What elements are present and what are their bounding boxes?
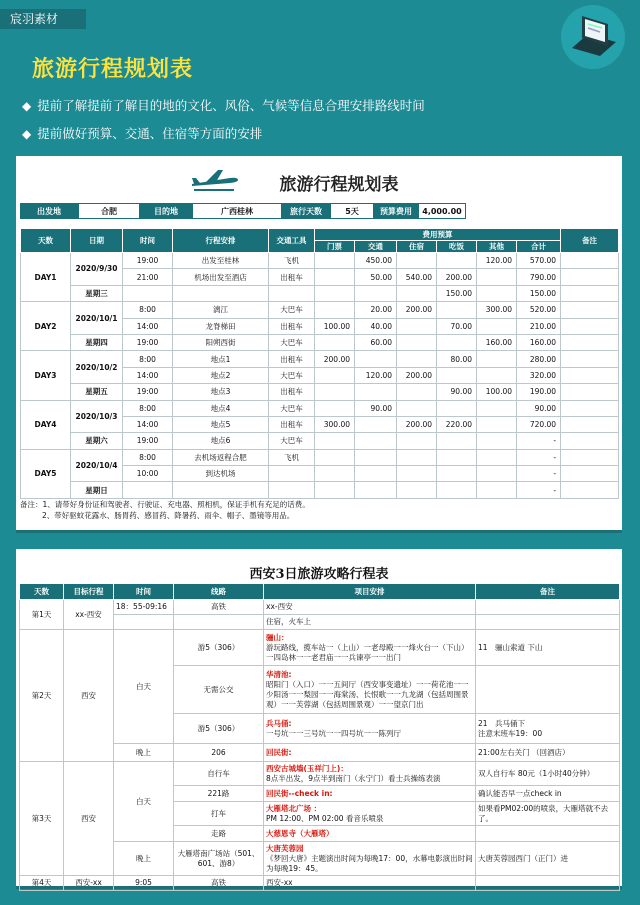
table-row (21, 302, 619, 318)
to-value: 广西桂林 (192, 203, 282, 219)
cell (561, 384, 619, 400)
from-value: 合肥 (78, 203, 140, 219)
cell (437, 302, 477, 318)
cell: 19:00 (123, 384, 173, 400)
cell: 160.00 (517, 334, 561, 350)
cell: 自行车 (174, 762, 264, 786)
cell (477, 433, 517, 449)
cell: 第4天 (20, 876, 64, 891)
spot-text: 《梦回大唐》主题演出时间为每晚17：00，水幕电影演出时间为每晚19：45。 (266, 853, 473, 873)
cell: 大巴车 (269, 433, 315, 449)
cell (315, 449, 355, 465)
cell: 地点2 (173, 367, 269, 383)
cell (476, 714, 620, 744)
cell (123, 482, 173, 498)
col-food: 吃饭 (437, 241, 477, 253)
cell: 2020/10/4 (71, 449, 123, 482)
cell (315, 334, 355, 350)
cell: 18：55-09:16 (114, 600, 174, 615)
cell (173, 482, 269, 498)
cell: 20.00 (355, 302, 397, 318)
col-traffic: 交通 (355, 241, 397, 253)
laptop-icon (560, 4, 626, 70)
cell: DAY5 (21, 449, 71, 498)
cell (315, 367, 355, 383)
plan-info-row (20, 203, 618, 219)
cell: 8:00 (123, 351, 173, 367)
cell: 西安 (64, 630, 114, 762)
xian-title: 西安3日旅游攻略行程表 (249, 567, 389, 582)
spot-title: 西安古城墙(玉祥门上)： (266, 763, 348, 773)
col-remark: 备注 (561, 229, 619, 253)
cell: 到达机场 (173, 466, 269, 482)
cell: 21:00左右关门 （回酒店） (476, 744, 620, 762)
cell (355, 285, 397, 301)
cell: 大巴车 (269, 400, 315, 416)
cell: 晚上 (114, 744, 174, 762)
xian-card (16, 549, 622, 889)
cell (264, 842, 476, 876)
cell: 2020/9/30 (71, 253, 123, 286)
cell: 70.00 (437, 318, 477, 334)
cell (397, 400, 437, 416)
cell (264, 802, 476, 826)
cell (397, 482, 437, 498)
cell (264, 826, 476, 842)
cell: 540.00 (397, 269, 437, 285)
cell: 160.00 (477, 334, 517, 350)
cell: 90.00 (517, 400, 561, 416)
cell (477, 466, 517, 482)
cell (355, 433, 397, 449)
cell (315, 400, 355, 416)
cell (315, 433, 355, 449)
cell: 19:00 (123, 253, 173, 269)
table-row (20, 630, 620, 666)
cell: 晚上 (114, 842, 174, 876)
cell: 120.00 (477, 253, 517, 269)
cell (561, 416, 619, 432)
plan-title: 旅游行程规划表 (279, 175, 399, 195)
col-ticket: 门票 (315, 241, 355, 253)
bullet-2: ◆ 提前做好预算、交通、住宿等方面的安排 (22, 126, 263, 141)
cell: 221路 (174, 786, 264, 802)
cell (264, 762, 476, 786)
cell: 地点4 (173, 400, 269, 416)
cell: 8:00 (123, 302, 173, 318)
cell: 200.00 (437, 269, 477, 285)
cell: 10:00 (123, 466, 173, 482)
cell: 飞机 (269, 253, 315, 269)
cell (264, 630, 476, 666)
cell (315, 466, 355, 482)
cell (561, 367, 619, 383)
cell (269, 466, 315, 482)
cell: 西安-xx (64, 876, 114, 891)
cell: 出租车 (269, 384, 315, 400)
cell: 星期三 (71, 285, 123, 301)
cell (397, 466, 437, 482)
cell: 白天 (114, 762, 174, 842)
cell (315, 253, 355, 269)
cell: 住宿，火车上 (264, 615, 476, 630)
cell: 8:00 (123, 449, 173, 465)
cell (437, 253, 477, 269)
cell (477, 285, 517, 301)
table-row (20, 762, 620, 786)
cell: - (517, 482, 561, 498)
cell: 300.00 (315, 416, 355, 432)
cell (397, 318, 437, 334)
col-total: 合计 (517, 241, 561, 253)
cell: 90.00 (437, 384, 477, 400)
cell: 100.00 (315, 318, 355, 334)
bullet-1: ◆ 提前了解提前了解目的地的文化、风俗、气候等信息合理安排路线时间 (22, 98, 425, 113)
col-time: 时间 (123, 229, 173, 253)
cell: 飞机 (269, 449, 315, 465)
brand-label: 宸羽素材 (0, 9, 86, 29)
cell: 300.00 (477, 302, 517, 318)
cell (437, 400, 477, 416)
spot-text: 8点半出发，9点半到南门（永宁门）看士兵操练表演 (266, 773, 441, 783)
cell: 570.00 (517, 253, 561, 269)
xian-table (19, 583, 620, 891)
cell: xx-西安 (264, 600, 476, 615)
cell (437, 482, 477, 498)
cell: 如果看PM02:00的喷泉，大雁塔就不去了。 (476, 802, 620, 826)
page-title: 旅游行程规划表 (32, 56, 194, 82)
cell: 150.00 (517, 285, 561, 301)
cell: 出发至桂林 (173, 253, 269, 269)
cell (476, 600, 620, 615)
cell: 11 骊山索道 下山 (476, 630, 620, 666)
cell: 40.00 (355, 318, 397, 334)
cell: 白天 (114, 630, 174, 744)
cell (264, 714, 476, 744)
cell: 150.00 (437, 285, 477, 301)
cell: 出租车 (269, 351, 315, 367)
table-row (21, 285, 619, 301)
cell: 21:00 (123, 269, 173, 285)
cell (561, 285, 619, 301)
cell: 450.00 (355, 253, 397, 269)
cell: 大巴车 (269, 334, 315, 350)
cell: 大巴车 (269, 302, 315, 318)
cell: - (517, 449, 561, 465)
cell: 地点3 (173, 384, 269, 400)
cell (355, 466, 397, 482)
cell (397, 351, 437, 367)
table-row (21, 482, 619, 498)
spot-title: 大慈恩寺（大雁塔） (266, 828, 334, 838)
plan-card (16, 156, 622, 533)
spot-title: 骊山： (266, 632, 289, 642)
cell: 14:00 (123, 416, 173, 432)
cell (355, 482, 397, 498)
table-row (21, 334, 619, 350)
cell (315, 384, 355, 400)
cell: 第1天 (20, 600, 64, 630)
cell (437, 466, 477, 482)
col-stay: 住宿 (397, 241, 437, 253)
col-cost: 费用预算 (315, 229, 561, 241)
cell (355, 416, 397, 432)
xian-col-plan: 项目安排 (264, 584, 476, 600)
spot-text: 一号坑一一三号坑一一四号坑一一陈列厅 (266, 728, 401, 738)
note-line: 2、带好驱蚊花露水、肠胃药、感冒药、降暑药、雨伞、帽子、墨镜等用品。 (42, 511, 295, 520)
cell (561, 351, 619, 367)
cell (477, 318, 517, 334)
cell: 100.00 (477, 384, 517, 400)
cell (264, 744, 476, 762)
cell: 9:05 (114, 876, 174, 891)
cell (477, 367, 517, 383)
cell (173, 285, 269, 301)
spot-title: 回民街--check in: (266, 788, 333, 798)
xian-col-note: 备注 (476, 584, 620, 600)
table-row (20, 876, 620, 891)
cell (397, 384, 437, 400)
cell (123, 285, 173, 301)
cell: 出租车 (269, 416, 315, 432)
cell: 790.00 (517, 269, 561, 285)
cell: 双人自行车 80元（1小时40分钟） (476, 762, 620, 786)
cell: 19:00 (123, 433, 173, 449)
cell: DAY4 (21, 400, 71, 449)
note-text: 21 兵马俑下 (478, 718, 526, 728)
cell: 星期四 (71, 334, 123, 350)
cell: 210.00 (517, 318, 561, 334)
xian-col-route: 目标行程 (64, 584, 114, 600)
cell (437, 334, 477, 350)
table-row (21, 449, 619, 465)
days-label: 旅行天数 (282, 203, 330, 219)
cell: 地点1 (173, 351, 269, 367)
plan-notes (20, 499, 618, 521)
cell (269, 285, 315, 301)
cell (397, 253, 437, 269)
cell: DAY2 (21, 302, 71, 351)
table-row (21, 433, 619, 449)
cell: 大雁塔南广场站（501、601、游8） (174, 842, 264, 876)
cell: - (517, 466, 561, 482)
spot-text: 游玩路线，揽车站一（上山）一老母殿一一烽火台一（下山）一四岛林一一老君庙一一兵谏亭一一出门 (266, 642, 469, 662)
cell (561, 269, 619, 285)
cell (561, 302, 619, 318)
col-day: 天数 (21, 229, 71, 253)
budget-value: 4,000.00 (418, 203, 466, 219)
cell (561, 449, 619, 465)
cell: DAY1 (21, 253, 71, 302)
cell (397, 433, 437, 449)
cell (315, 482, 355, 498)
table-row (21, 400, 619, 416)
cell (561, 433, 619, 449)
cell: 游5（306） (174, 630, 264, 666)
cell (477, 482, 517, 498)
cell (397, 334, 437, 350)
cell: 720.00 (517, 416, 561, 432)
cell (476, 826, 620, 842)
spot-title: 兵马俑: (266, 718, 292, 728)
cell: 打车 (174, 802, 264, 826)
cell (355, 351, 397, 367)
cell (477, 269, 517, 285)
cell: 520.00 (517, 302, 561, 318)
spot-title: 大雁塔北广场 ： (266, 803, 322, 813)
cell: 2020/10/3 (71, 400, 123, 433)
cell (477, 449, 517, 465)
xian-col-time: 时间 (114, 584, 174, 600)
cell: 50.00 (355, 269, 397, 285)
cell (315, 285, 355, 301)
cell: 地点6 (173, 433, 269, 449)
cell: 200.00 (397, 416, 437, 432)
days-value: 5天 (330, 203, 374, 219)
cell (269, 482, 315, 498)
xian-col-day: 天数 (20, 584, 64, 600)
col-date: 日期 (71, 229, 123, 253)
col-transport: 交通工具 (269, 229, 315, 253)
budget-label: 预算费用 (374, 203, 418, 219)
cell: 120.00 (355, 367, 397, 383)
cell (477, 416, 517, 432)
cell (437, 433, 477, 449)
bullet-text: 提前了解提前了解目的地的文化、风俗、气候等信息合理安排路线时间 (37, 98, 425, 113)
cell: 西安-xx (264, 876, 476, 891)
cell (315, 302, 355, 318)
cell: 190.00 (517, 384, 561, 400)
cell (174, 615, 264, 630)
from-label: 出发地 (20, 203, 78, 219)
cell: 确认能否早一点check in (476, 786, 620, 802)
table-row (21, 384, 619, 400)
bullet-text: 提前做好预算、交通、住宿等方面的安排 (37, 126, 263, 141)
cell (397, 449, 437, 465)
cell (561, 318, 619, 334)
cell: 80.00 (437, 351, 477, 367)
plan-table (20, 228, 619, 499)
cell (355, 449, 397, 465)
table-row (21, 253, 619, 269)
spot-title: 大唐芙蓉园 (266, 843, 304, 853)
cell: 游5（306） (174, 714, 264, 744)
cell (561, 253, 619, 269)
cell (264, 786, 476, 802)
cell: 8:00 (123, 400, 173, 416)
cell (561, 334, 619, 350)
cell: 280.00 (517, 351, 561, 367)
cell: 19:00 (123, 334, 173, 350)
cell (476, 876, 620, 891)
cell: 地点5 (173, 416, 269, 432)
cell: 200.00 (315, 351, 355, 367)
cell (476, 615, 620, 630)
cell: 2020/10/2 (71, 351, 123, 384)
cell (561, 466, 619, 482)
cell: 高铁 (174, 876, 264, 891)
cell: 机场出发至酒店 (173, 269, 269, 285)
cell: 14:00 (123, 367, 173, 383)
cell: 去机场返程合肥 (173, 449, 269, 465)
xian-col-line: 线路 (174, 584, 264, 600)
cell: 第2天 (20, 630, 64, 762)
cell: 出租车 (269, 269, 315, 285)
cell: 14:00 (123, 318, 173, 334)
cell: 60.00 (355, 334, 397, 350)
cell: 高铁 (174, 600, 264, 615)
col-other: 其他 (477, 241, 517, 253)
cell: 2020/10/1 (71, 302, 123, 335)
cell: 走路 (174, 826, 264, 842)
cell: 星期六 (71, 433, 123, 449)
to-label: 目的地 (140, 203, 192, 219)
spot-text: PM 12:00、PM 02:00 看音乐喷泉 (266, 813, 384, 823)
cell (477, 351, 517, 367)
spot-title: 回民街: (266, 747, 292, 757)
cell: 无需公交 (174, 666, 264, 714)
cell (561, 400, 619, 416)
note-line: 备注：1、请带好身份证和驾驶者、行驶证、充电器、照相机，保证手机有充足的话费。 (20, 500, 310, 509)
table-row (20, 600, 620, 615)
cell (476, 666, 620, 714)
cell: 星期五 (71, 384, 123, 400)
col-plan: 行程安排 (173, 229, 269, 253)
cell: DAY3 (21, 351, 71, 400)
cell: 星期日 (71, 482, 123, 498)
cell: 漓江 (173, 302, 269, 318)
cell (437, 449, 477, 465)
cell (315, 269, 355, 285)
cell (114, 615, 174, 630)
cell (264, 666, 476, 714)
cell (397, 285, 437, 301)
cell (355, 384, 397, 400)
cell: - (517, 433, 561, 449)
cell: 200.00 (397, 367, 437, 383)
cell: 西安 (64, 762, 114, 876)
cell: 阳朔西街 (173, 334, 269, 350)
cell: 200.00 (397, 302, 437, 318)
table-row (21, 351, 619, 367)
spot-text: 昭阳门（入口）一一五间厅（西安事变遗址）一一荷花池一一少阳汤一一梨园一一海棠汤、长恨歌一一九龙湖（包括周围景观）一一芙蓉湖（包括周围景观）一一望京门出 (266, 679, 469, 709)
note-text: 注意末班车19：00 (478, 728, 543, 738)
cell: 90.00 (355, 400, 397, 416)
cell: 第3天 (20, 762, 64, 876)
cell: 出租车 (269, 318, 315, 334)
cell: 206 (174, 744, 264, 762)
cell: 大巴车 (269, 367, 315, 383)
cell: xx-西安 (64, 600, 114, 630)
cell (561, 482, 619, 498)
cell: 龙脊梯田 (173, 318, 269, 334)
cell: 320.00 (517, 367, 561, 383)
spot-title: 华清池: (266, 669, 292, 679)
cell (477, 400, 517, 416)
cell: 220.00 (437, 416, 477, 432)
cell (437, 367, 477, 383)
cell: 大唐芙蓉园西门（正门）进 (476, 842, 620, 876)
